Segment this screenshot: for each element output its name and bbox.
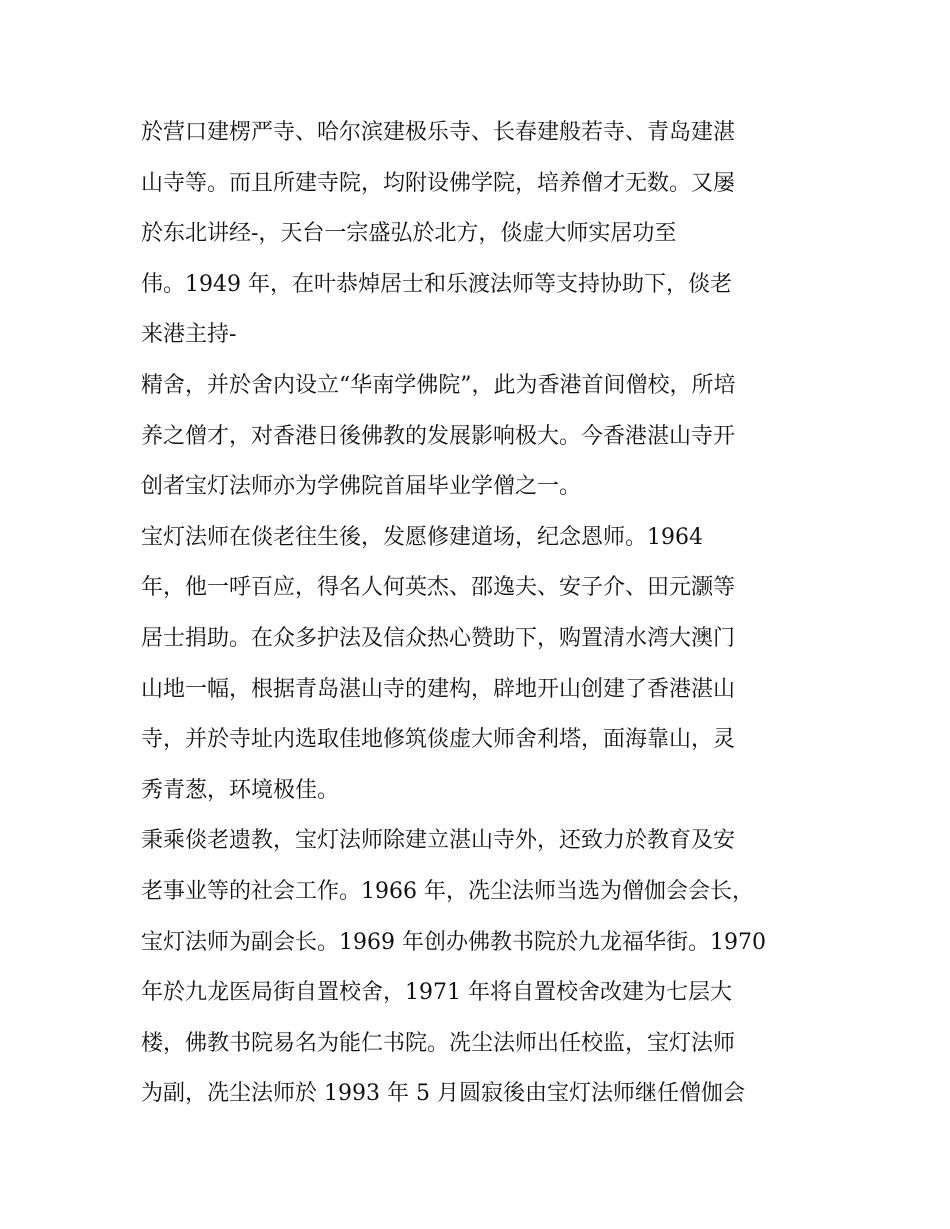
text-line: 养之僧才，对香港日後佛教的发展影响极大。今香港湛山寺开 — [141, 423, 736, 449]
text-line: 楼，佛教书院易名为能仁书院。冼尘法师出任校监，宝灯法师 — [141, 1030, 736, 1056]
text-line: 精舍，并於舍内设立“华南学佛院”，此为香港首间僧校，所培 — [141, 372, 736, 398]
text-line: 伟。1949 年，在叶恭焯居士和乐渡法师等支持协助下，倓老 — [141, 271, 732, 297]
text-line: 於营口建楞严寺、哈尔滨建极乐寺、长春建般若寺、青岛建湛 — [141, 120, 736, 145]
text-line: 来港主持- — [141, 322, 237, 348]
text-line: 山寺等。而且所建寺院，均附设佛学院，培养僧才无数。又屡 — [141, 170, 736, 196]
text-line: 为副，冼尘法师於 1993 年 5 月圆寂後由宝灯法师继任僧伽会 — [141, 1081, 745, 1107]
text-line: 於东北讲经-，天台一宗盛弘於北方，倓虚大师实居功至 — [141, 221, 677, 247]
text-line: 秉乘倓老遗教，宝灯法师除建立湛山寺外，还致力於教育及安 — [141, 828, 736, 854]
text-line: 创者宝灯法师亦为学佛院首届毕业学僧之一。 — [141, 474, 582, 500]
text-line: 宝灯法师在倓老往生後，发愿修建道场，纪念恩师。1964 — [141, 524, 703, 550]
text-line: 秀青葱，环境极佳。 — [141, 777, 340, 803]
text-line: 寺，并於寺址内选取佳地修筑倓虚大师舍利塔，面海靠山，灵 — [141, 727, 736, 753]
text-line: 山地一幅，根据青岛湛山寺的建构，辟地开山创建了香港湛山 — [141, 676, 736, 702]
body-text — [141, 108, 821, 1120]
text-line: 老事业等的社会工作。1966 年，冼尘法师当选为僧伽会会长， — [141, 878, 754, 904]
text-line: 年，他一呼百应，得名人何英杰、邵逸夫、安子介、田元灏等 — [141, 575, 736, 601]
text-line: 年於九龙医局街自置校舍，1971 年将自置校舍改建为七层大 — [141, 980, 732, 1006]
text-line: 居士捐助。在众多护法及信众热心赞助下，购置清水湾大澳门 — [141, 625, 736, 651]
text-line: 宝灯法师为副会长。1969 年创办佛教书院於九龙福华街。1970 — [141, 929, 766, 955]
